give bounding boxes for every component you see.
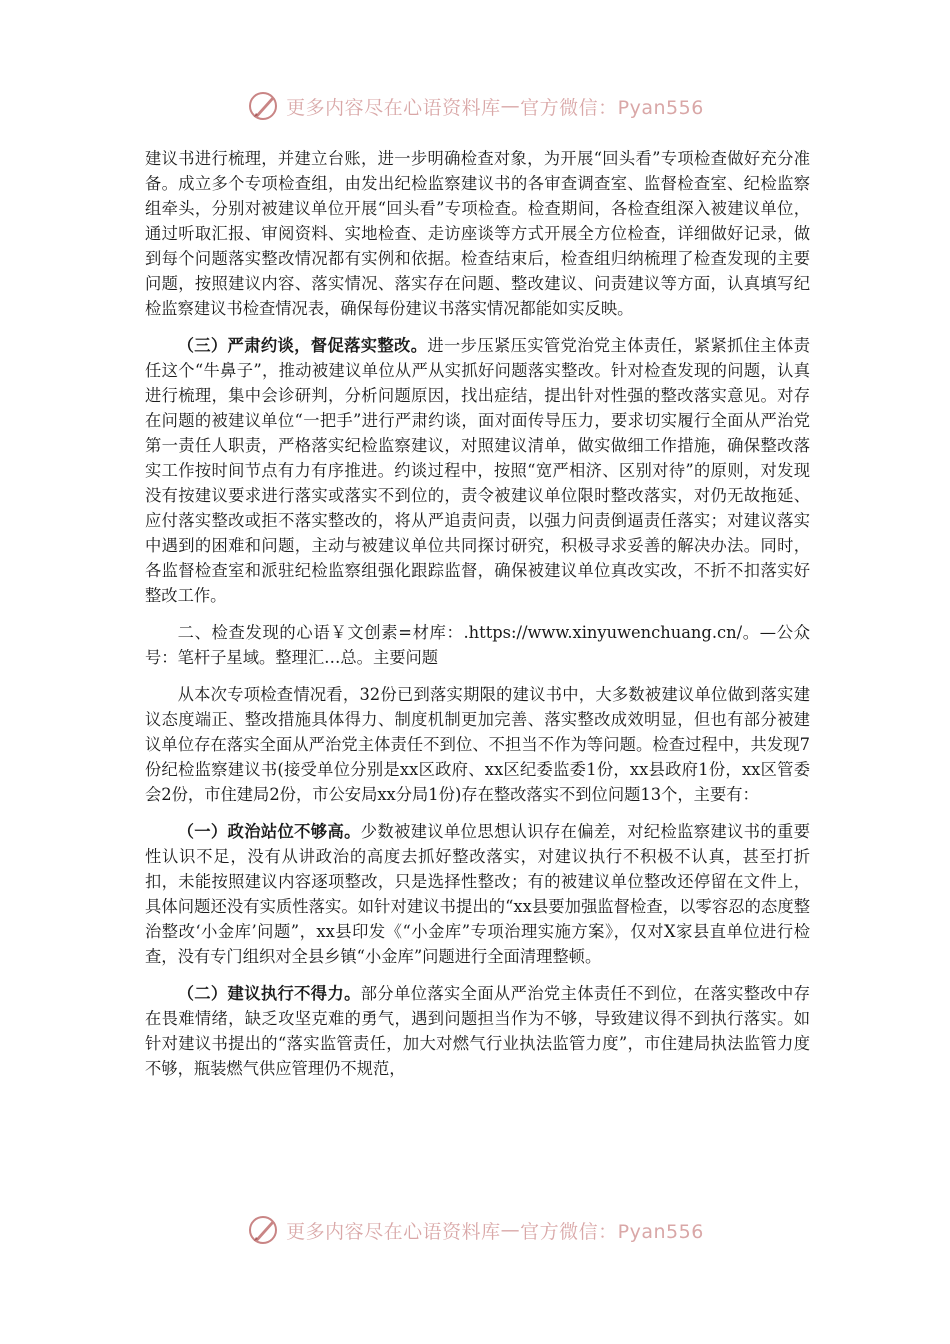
paragraph-6 <box>145 981 810 1081</box>
section-heading-text: 二、检查发现的心语￥文创素=材库：.https://www.xinyuwenchuang.cn/。—公众号：笔杆子星域。整理汇…总。主要问题 <box>145 623 810 667</box>
watermark-banner-bottom <box>0 1210 950 1250</box>
paragraph-2-text: 进一步压紧压实管党治党主体责任，紧紧抓住主体责任这个“牛鼻子”，推动被建议单位从严从实抓好问题落实整改。针对检查发现的问题，认真进行梳理，集中会诊研判，分析问题原因，找出症结，提出针对性强的整改落实意见。对存在问题的被建议单位“一把手”进行严肃约谈，面对面传导压力，要求切实履行全面从严治党第一责任人职责，严格落实纪检监察建议，对照建议清单，做实做细工作措施，确保整改落实工作按时间节点有力有序推进。约谈过程中，按照“宽严相济、区别对待”的原则，对发现没有按建议要求进行落实或落实不到位的，责令被建议单位限时整改落实，对仍无故拖延、应付落实整改或拒不落实整改的，将从严追责问责，以强力问责倒逼责任落实；对建议落实中遇到的困难和问题，主动与被建议单位共同探讨研究，积极寻求妥善的解决办法。同时，各监督检查室和派驻纪检监察组强化跟踪监督，确保被建议单位真改实改，不折不扣落实好整改工作。 <box>145 336 810 605</box>
paragraph-5 <box>145 819 810 969</box>
paragraph-1 <box>145 146 810 321</box>
watermark-contact: 官方微信：Pyan556 <box>520 1220 704 1243</box>
pen-logo-icon <box>246 89 280 123</box>
paragraph-5-heading: （一）政治站位不够高。 <box>177 822 361 841</box>
pen-logo-icon <box>246 1213 280 1247</box>
watermark-contact: 官方微信：Pyan556 <box>520 96 704 119</box>
watermark-banner-top <box>0 86 950 126</box>
paragraph-2-heading: （三）严肃约谈，督促落实整改。 <box>177 336 428 355</box>
watermark-separator: — <box>500 1219 521 1241</box>
paragraph-6-text: 部分单位落实全面从严治党主体责任不到位，在落实整改中存在畏难情绪，缺乏攻坚克难的勇气，遇到问题担当作为不够，导致建议得不到执行落实。如针对建议书提出的“落实监管责任，加大对燃气行业执法监管力度”，市住建局执法监管力度不够，瓶装燃气供应管理仍不规范， <box>145 984 810 1078</box>
paragraph-5-text: 少数被建议单位思想认识存在偏差，对纪检监察建议书的重要性认识不足，没有从讲政治的高度去抓好整改落实，对建议执行不积极不认真，甚至打折扣，未能按照建议内容逐项整改，只是选择性整改；有的被建议单位整改还停留在文件上，具体问题还没有实质性落实。如针对建议书提出的“xx县要加强监督检查，以零容忍的态度整治整改‘小金库’问题”，xx县印发《“小金库”专项治理实施方案》，仅对X家县直单位进行检查，没有专门组织对全县乡镇“小金库”问题进行全面清理整顿。 <box>145 822 810 966</box>
watermark-text: 更多内容尽在心语资料库 <box>286 96 501 119</box>
paragraph-3 <box>145 620 810 670</box>
paragraph-4-text: 从本次专项检查情况看，32份已到落实期限的建议书中，大多数被建议单位做到落实建议态度端正、整改措施具体得力、制度机制更加完善、落实整改成效明显，但也有部分被建议单位存在落实全面从严治党主体责任不到位、不担当不作为等问题。检查过程中，共发现7份纪检监察建议书(接受单位分别是xx区政府、xx区纪委监委1份，xx县政府1份，xx区管委会2份，市住建局2份，市公安局xx分局1份)存在整改落实不到位问题13个，主要有： <box>145 685 810 804</box>
watermark-separator: — <box>500 95 521 117</box>
paragraph-1-text: 建议书进行梳理，并建立台账，进一步明确检查对象，为开展“回头看”专项检查做好充分准备。成立多个专项检查组，由发出纪检监察建议书的各审查调查室、监督检查室、纪检监察组牵头，分别对被建议单位开展“回头看”专项检查。检查期间，各检查组深入被建议单位，通过听取汇报、审阅资料、实地检查、走访座谈等方式开展全方位检查，详细做好记录，做到每个问题落实整改情况都有实例和依据。检查结束后，检查组归纳梳理了检查发现的主要问题，按照建议内容、落实情况、落实存在问题、整改建议、问责建议等方面，认真填写纪检监察建议书检查情况表，确保每份建议书落实情况都能如实反映。 <box>145 149 810 318</box>
document-body <box>145 146 810 1093</box>
paragraph-2 <box>145 333 810 608</box>
paragraph-6-heading: （二）建议执行不得力。 <box>177 984 361 1003</box>
watermark-text: 更多内容尽在心语资料库 <box>286 1220 501 1243</box>
paragraph-4 <box>145 682 810 807</box>
